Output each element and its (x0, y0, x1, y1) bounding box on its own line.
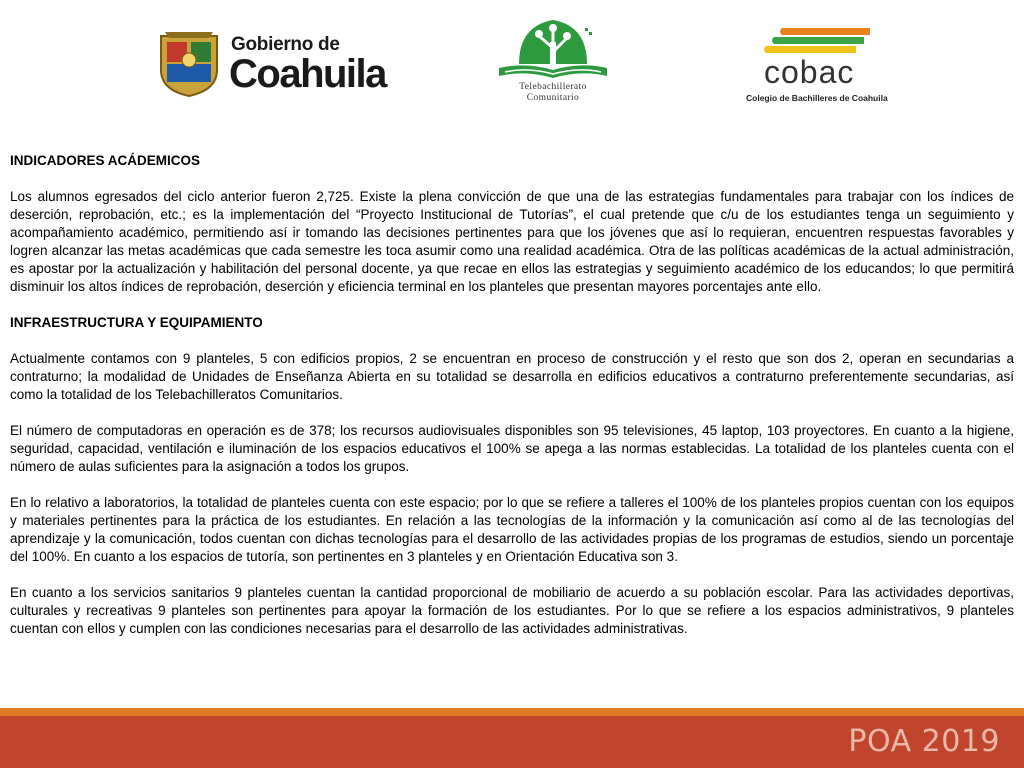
paragraph-computadoras: El número de computadoras en operación es de 378; los recursos audiovisuales disponibles son 95 televisiones, 45 laptop, 103 proyectores. En cuanto a la higiene, seguridad, capacidad, ventilación e iluminación de los espacios educativos el 100% se apega a las normas establecidas. La totalidad de los planteles cuenta con el número de aulas suficientes para la asignación a todos los grupos. (10, 423, 1014, 474)
document-body (10, 152, 1014, 656)
section-title-infraestructura: INFRAESTRUCTURA Y EQUIPAMIENTO (10, 315, 263, 330)
cobac-stripes-icon (744, 26, 904, 56)
section-title-indicadores: INDICADORES ACÁDEMICOS (10, 153, 201, 168)
cobac-logo (744, 26, 904, 106)
comunitario-label: Comunitario (526, 93, 580, 103)
gobierno-coahuila-logo (155, 26, 390, 100)
gobierno-de-label: Gobierno de (231, 34, 340, 55)
paragraph-sanitarios: En cuanto a los servicios sanitarios 9 planteles cuentan la cantidad proporcional de mobiliario de acuerdo a su población escolar. Para las actividades deportivas, culturales y recreativas 9 planteles son pertinentes para apoyar la formación de los estudiantes. Por lo que se refiere a los espacios administrativos, 9 planteles cuentan con ellos y cumplen con las condiciones necesarias para el desarrollo de las actividades administrativas. (10, 585, 1014, 636)
telebachillerato-label: Telebachillerato (519, 82, 587, 92)
header (0, 0, 1024, 140)
coahuila-label: Coahuila (229, 52, 386, 96)
coahuila-crest-icon (155, 26, 223, 98)
paragraph-planteles: Actualmente contamos con 9 planteles, 5 con edificios propios, 2 se encuentran en proceso de construcción y el resto que son dos 2, operan en secundarias a contraturno; la modalidad de Unidades de Enseñanza Abierta en su totalidad se desarrolla en edificios educativos a contraturno preferentemente secundarias, así como la totalidad de los Telebachilleratos Comunitarios. (10, 351, 1014, 402)
cobac-subtitle: Colegio de Bachilleres de Coahuila (746, 93, 888, 103)
footer-title: POA 2019 (848, 724, 1000, 759)
tree-book-icon (495, 18, 611, 82)
footer-accent-line (0, 708, 1024, 716)
cobac-name: cobac (764, 54, 855, 90)
paragraph-indicadores: Los alumnos egresados del ciclo anterior fueron 2,725. Existe la plena convicción de que una de las estrategias fundamentales para trabajar con los índices de deserción, reprobación, etc.; es la implementación del “Proyecto Institucional de Tutorías”, el cual pretende que c/u de los estudiantes tenga un seguimiento y acompañamiento académico, permitiendo así ir tomando las decisiones pertinentes para que los jóvenes que así lo requieran, encuentren respuestas favorables y logren alcanzar las metas académicas que cada semestre les toca asumir como una realidad académica. Otra de las políticas académicas de la actual administración, es apostar por la actualización y habilitación del personal docente, ya que recae en ellos las estrategias y seguimiento académico de los educandos; lo que permitirá disminuir los altos índices de reprobación, deserción y eficiencia terminal en los planteles que presentan mayores porcentajes ante ello. (10, 189, 1014, 294)
paragraph-laboratorios: En lo relativo a laboratorios, la totalidad de planteles cuenta con este espacio; por lo que se refiere a talleres el 100% de los planteles propios cuentan con los equipos y materiales pertinentes para la práctica de los estudiantes. En relación a las tecnologías de la información y la comunicación así como al de las tecnologías del aprendizaje y la comunicación, todos cuentan con dichas tecnologías para el desarrollo de las actividades propias de los programas de estudios, siendo un porcentaje del 100%. En cuanto a los espacios de tutoría, son pertinentes en 3 planteles y en Orientación Educativa son 3. (10, 495, 1014, 564)
telebachillerato-logo (495, 18, 611, 106)
